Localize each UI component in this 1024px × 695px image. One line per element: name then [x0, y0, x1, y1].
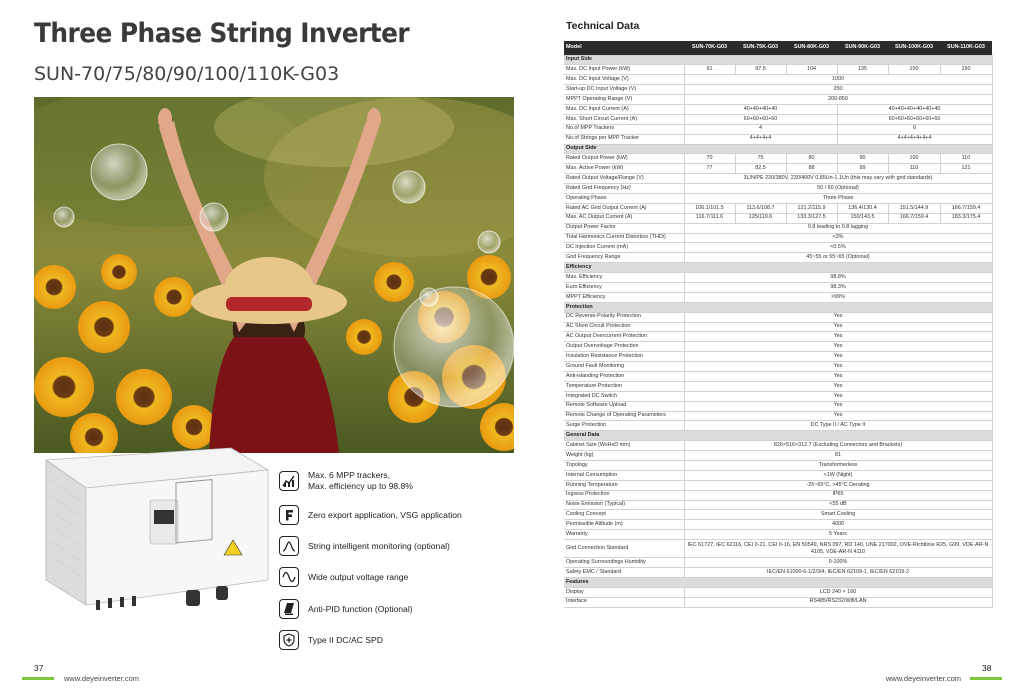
table-row	[564, 75, 992, 85]
spec-value: <3%	[684, 233, 992, 243]
spec-value: RS485/RS232/Wifi/LAN	[684, 597, 992, 607]
spec-value: 4+4+4+4	[684, 134, 837, 144]
table-body	[564, 55, 992, 607]
spec-value: 88	[786, 164, 837, 174]
table-row	[564, 411, 992, 421]
spec-value: Three Phase	[684, 193, 992, 203]
table-row	[564, 391, 992, 401]
section-title: Input Side	[564, 55, 992, 65]
spec-label: Temperature Protection	[564, 381, 684, 391]
spec-value: 121.2/115.9	[786, 203, 837, 213]
spec-label: Anti-islanding Protection	[564, 372, 684, 382]
spec-label: Interface	[564, 597, 684, 607]
table-row	[564, 500, 992, 510]
table-row	[564, 332, 992, 342]
footer-url-right[interactable]: www.deyeinverter.com	[886, 674, 962, 683]
table-row	[564, 352, 992, 362]
feature-text: Max. efficiency up to 98.8%	[308, 480, 413, 491]
spec-value: 200-850	[684, 95, 992, 105]
spec-label: No.of MPP Trackers	[564, 124, 684, 134]
table-row	[564, 520, 992, 530]
table-row	[564, 480, 992, 490]
section-header-row	[564, 55, 992, 65]
table-row	[564, 203, 992, 213]
spec-label: MPPT Efficiency	[564, 292, 684, 302]
spec-value: 45~55 or 55~65 (Optional)	[684, 253, 992, 263]
spec-value: 150	[940, 65, 992, 75]
spec-value: 133.3/127.5	[786, 213, 837, 223]
spec-label: Remote Change of Operating Parameters	[564, 411, 684, 421]
spec-value: 1000	[684, 75, 992, 85]
spec-label: Max. AC Output Current (A)	[564, 213, 684, 223]
spec-value: 110	[940, 154, 992, 164]
spec-value: 60+60+60+60+60+60	[837, 114, 992, 124]
spec-value: 150	[888, 65, 940, 75]
spec-label: DC Injection Current (mA)	[564, 243, 684, 253]
spec-label: Running Temperature	[564, 480, 684, 490]
table-row	[564, 154, 992, 164]
spec-value: DC Type II / AC Type II	[684, 421, 992, 431]
column-header: SUN-110K-G03	[940, 41, 992, 55]
spec-value: 5 Years	[684, 530, 992, 540]
spec-value: 60+60+60+60	[684, 114, 837, 124]
table-row	[564, 184, 992, 194]
spec-value: Transformerless	[684, 461, 992, 471]
spec-value: IP65	[684, 490, 992, 500]
spec-label: Output Power Factor	[564, 223, 684, 233]
section-header-row	[564, 302, 992, 312]
spec-value: 110	[888, 164, 940, 174]
table-row	[564, 441, 992, 451]
spec-value: 0.8 leading to 0.8 lagging	[684, 223, 992, 233]
spec-value: 125/119.6	[735, 213, 786, 223]
spec-value: 113.6/108.7	[735, 203, 786, 213]
spec-label: AC Output Overcurrent Protection	[564, 332, 684, 342]
spec-value: 826×516×312.7 (Excluding Connectors and Brackets)	[684, 441, 992, 451]
spec-label: Total Harmonics Current Distortion (THDi)	[564, 233, 684, 243]
table-row	[564, 530, 992, 540]
table-row	[564, 401, 992, 411]
spec-value: <55 dB	[684, 500, 992, 510]
spec-value: 91	[684, 65, 735, 75]
footer-accent-bar	[970, 677, 1002, 680]
spec-label: Output Overvoltage Protection	[564, 342, 684, 352]
spec-label: Display	[564, 587, 684, 597]
spec-label: Grid Frequency Range	[564, 253, 684, 263]
spec-value: 50 / 60 (Optional)	[684, 184, 992, 194]
spec-label: Max. Efficiency	[564, 273, 684, 283]
table-row	[564, 470, 992, 480]
spec-label: Noise Emission (Typical)	[564, 500, 684, 510]
page-title: Three Phase String Inverter	[34, 18, 410, 49]
table-row	[564, 461, 992, 471]
page-number-left: 37	[34, 663, 44, 673]
spec-value: 183.3/175.4	[940, 213, 992, 223]
spec-value: 150/143.5	[837, 213, 888, 223]
spec-value: 250	[684, 85, 992, 95]
spec-label: Warranty	[564, 530, 684, 540]
spec-label: Ground Fault Monitoring	[564, 362, 684, 372]
section-header-row	[564, 144, 992, 154]
spec-value: Yes	[684, 342, 992, 352]
spec-value: 4	[684, 124, 837, 134]
spec-label: Max. Active Power (kW)	[564, 164, 684, 174]
section-title: Efficiency	[564, 263, 992, 273]
table-row	[564, 233, 992, 243]
spec-value: 40+40+40+40+40+40	[837, 104, 992, 114]
technical-data-heading: Technical Data	[566, 20, 640, 32]
feature-text: Type II DC/AC SPD	[308, 634, 383, 645]
footer-accent-bar	[22, 677, 54, 680]
spec-value: Yes	[684, 352, 992, 362]
table-row	[564, 597, 992, 607]
spec-value: Yes	[684, 332, 992, 342]
table-row	[564, 174, 992, 184]
table-row	[564, 292, 992, 302]
section-header-row	[564, 577, 992, 587]
monitoring-curve-icon	[279, 536, 299, 556]
sunflower-field-photo	[34, 97, 514, 453]
spec-value: 151.5/144.9	[888, 203, 940, 213]
table-row	[564, 568, 992, 578]
spec-value: 98.8%	[684, 273, 992, 283]
spec-value: 106.1/101.5	[684, 203, 735, 213]
table-row	[564, 164, 992, 174]
spec-label: MPPT Operating Range (V)	[564, 95, 684, 105]
spec-value: 6	[837, 124, 992, 134]
spec-value: LCD 240 × 160	[684, 587, 992, 597]
table-row	[564, 342, 992, 352]
feature-item	[279, 470, 413, 491]
table-row	[564, 114, 992, 124]
spec-value: Smart Cooling	[684, 510, 992, 520]
spec-label: Max. Short Circuit Current (A)	[564, 114, 684, 124]
spec-value: >99%	[684, 292, 992, 302]
spec-label: Safety EMC / Standard	[564, 568, 684, 578]
spec-value: Yes	[684, 362, 992, 372]
feature-item	[279, 630, 383, 650]
table-row	[564, 510, 992, 520]
table-row	[564, 65, 992, 75]
section-title: Output Side	[564, 144, 992, 154]
feature-text: Zero export application, VSG application	[308, 509, 462, 520]
spec-label: Max. DC Input Voltage (V)	[564, 75, 684, 85]
spec-value: 75	[735, 154, 786, 164]
spec-label: Surge Protection	[564, 421, 684, 431]
table-row	[564, 381, 992, 391]
table-row	[564, 124, 992, 134]
technical-data-table	[564, 41, 993, 608]
spec-value: 77	[684, 164, 735, 174]
spec-value: 100	[888, 154, 940, 164]
feature-item	[279, 505, 462, 525]
spec-value: 97.5	[735, 65, 786, 75]
spec-label: Operating Surroundings Humidity	[564, 558, 684, 568]
table-row	[564, 282, 992, 292]
column-header: SUN-100K-G03	[888, 41, 940, 55]
feature-text: Wide output voltage range	[308, 571, 409, 582]
table-row	[564, 490, 992, 500]
sine-wave-icon	[279, 567, 299, 587]
spec-value: 3L/N/PE 220/380V, 230/400V 0.85Un-1.1Un (this may vary with grid standards)	[684, 174, 992, 184]
spec-label: Start-up DC Input Voltage (V)	[564, 85, 684, 95]
feature-text: Max. 6 MPP trackers,	[308, 470, 390, 480]
table-row	[564, 421, 992, 431]
column-header: SUN-80K-G03	[786, 41, 837, 55]
spec-value: 121	[940, 164, 992, 174]
spec-label: Internal Consumption	[564, 470, 684, 480]
table-row	[564, 85, 992, 95]
spec-label: Ingress Protection	[564, 490, 684, 500]
table-header-row	[564, 41, 992, 55]
table-row	[564, 587, 992, 597]
spec-value: 99	[837, 164, 888, 174]
pid-panel-icon	[279, 599, 299, 619]
spec-value: 80	[786, 154, 837, 164]
spec-value: 116.7/111.6	[684, 213, 735, 223]
spec-value: Yes	[684, 312, 992, 322]
model-subtitle: SUN-70/75/80/90/100/110K-G03	[34, 63, 340, 85]
spec-label: Permissible Altitude (m)	[564, 520, 684, 530]
spec-value: 90	[837, 154, 888, 164]
page-number-right: 38	[982, 663, 992, 673]
inverter-product-image	[36, 440, 276, 640]
spec-value: 136.4/130.4	[837, 203, 888, 213]
spec-label: Cabinet Size (WxHxD mm)	[564, 441, 684, 451]
table-row	[564, 213, 992, 223]
section-header-row	[564, 431, 992, 441]
shield-plus-icon	[279, 630, 299, 650]
table-row	[564, 95, 992, 105]
spec-label: Weight (kg)	[564, 451, 684, 461]
table-row	[564, 243, 992, 253]
spec-value: 4+4+4+4+4+4	[837, 134, 992, 144]
spec-value: Yes	[684, 401, 992, 411]
section-title: General Data	[564, 431, 992, 441]
column-header: SUN-75K-G03	[735, 41, 786, 55]
spec-value: IEC/EN 61000-6-1/2/3/4, IEC/EN 62109-1, IEC/EN 62109-2	[684, 568, 992, 578]
spec-label: Operating Phase	[564, 193, 684, 203]
spec-label: Rated AC Grid Output Current (A)	[564, 203, 684, 213]
spec-label: Cooling Concept	[564, 510, 684, 520]
feature-text: String intelligent monitoring (optional)	[308, 540, 450, 551]
spec-value: 135	[837, 65, 888, 75]
spec-label: Grid Connection Standard	[564, 540, 684, 558]
spec-value: <0.5%	[684, 243, 992, 253]
table-row	[564, 312, 992, 322]
section-header-row	[564, 263, 992, 273]
spec-value: 70	[684, 154, 735, 164]
table-row	[564, 253, 992, 263]
table-row	[564, 223, 992, 233]
spec-value: 4000	[684, 520, 992, 530]
feature-item	[279, 536, 450, 556]
table-row	[564, 104, 992, 114]
spec-value: Yes	[684, 411, 992, 421]
table-row	[564, 273, 992, 283]
spec-label: Rated Grid Frequency (Hz)	[564, 184, 684, 194]
spec-value: 98.3%	[684, 282, 992, 292]
spec-label: Max. DC Input Current (A)	[564, 104, 684, 114]
table-row	[564, 134, 992, 144]
spec-label: DC Reverse-Polarity Protection	[564, 312, 684, 322]
footer-url-left[interactable]: www.deyeinverter.com	[64, 674, 140, 683]
spec-value: <1W (Night)	[684, 470, 992, 480]
spec-label: AC Short Circuit Protection	[564, 322, 684, 332]
table-row	[564, 372, 992, 382]
spec-label: Euro Efficiency	[564, 282, 684, 292]
spec-value: -25~65°C, >45°C Derating	[684, 480, 992, 490]
section-title: Features	[564, 577, 992, 587]
letter-f-icon	[279, 505, 299, 525]
table-row	[564, 451, 992, 461]
spec-value: 82.5	[735, 164, 786, 174]
table-row	[564, 540, 992, 558]
spec-label: Rated Output Voltage/Range (V)	[564, 174, 684, 184]
table-row	[564, 193, 992, 203]
table-row	[564, 558, 992, 568]
spec-value: Yes	[684, 381, 992, 391]
spec-label: Integrated DC Switch	[564, 391, 684, 401]
spec-value: 104	[786, 65, 837, 75]
feature-item	[279, 599, 413, 619]
spec-label: Max. DC Input Power (kW)	[564, 65, 684, 75]
table-row	[564, 362, 992, 372]
spec-label: Topology	[564, 461, 684, 471]
column-header: SUN-70K-G03	[684, 41, 735, 55]
spec-value: Yes	[684, 391, 992, 401]
spec-label: Rated Output Power (kW)	[564, 154, 684, 164]
chart-trackers-icon	[279, 471, 299, 491]
spec-value: Yes	[684, 322, 992, 332]
feature-text: Anti-PID function (Optional)	[308, 603, 413, 614]
spec-value: 0-100%	[684, 558, 992, 568]
spec-label: Remote Software Upload	[564, 401, 684, 411]
column-header: Model	[564, 41, 684, 55]
column-header: SUN-90K-G03	[837, 41, 888, 55]
spec-value: IEC 61727, IEC 62116, CEI 0-21, CEI 0-16, EN 50549, NRS 097, RD 140, UNE 217002, OVE-Richtlinie R25, G99, VDE-AR-N 4105, VDE-AR-N 4110	[684, 540, 992, 558]
table-row	[564, 322, 992, 332]
spec-value: 81	[684, 451, 992, 461]
spec-value: 166.7/159.4	[940, 203, 992, 213]
spec-value: 166.7/159.4	[888, 213, 940, 223]
spec-value: 40+40+40+40	[684, 104, 837, 114]
spec-label: Insulation Resistance Protection	[564, 352, 684, 362]
feature-item	[279, 567, 408, 587]
section-title: Protection	[564, 302, 992, 312]
spec-label: No.of Strings per MPP Tracker	[564, 134, 684, 144]
spec-value: Yes	[684, 372, 992, 382]
